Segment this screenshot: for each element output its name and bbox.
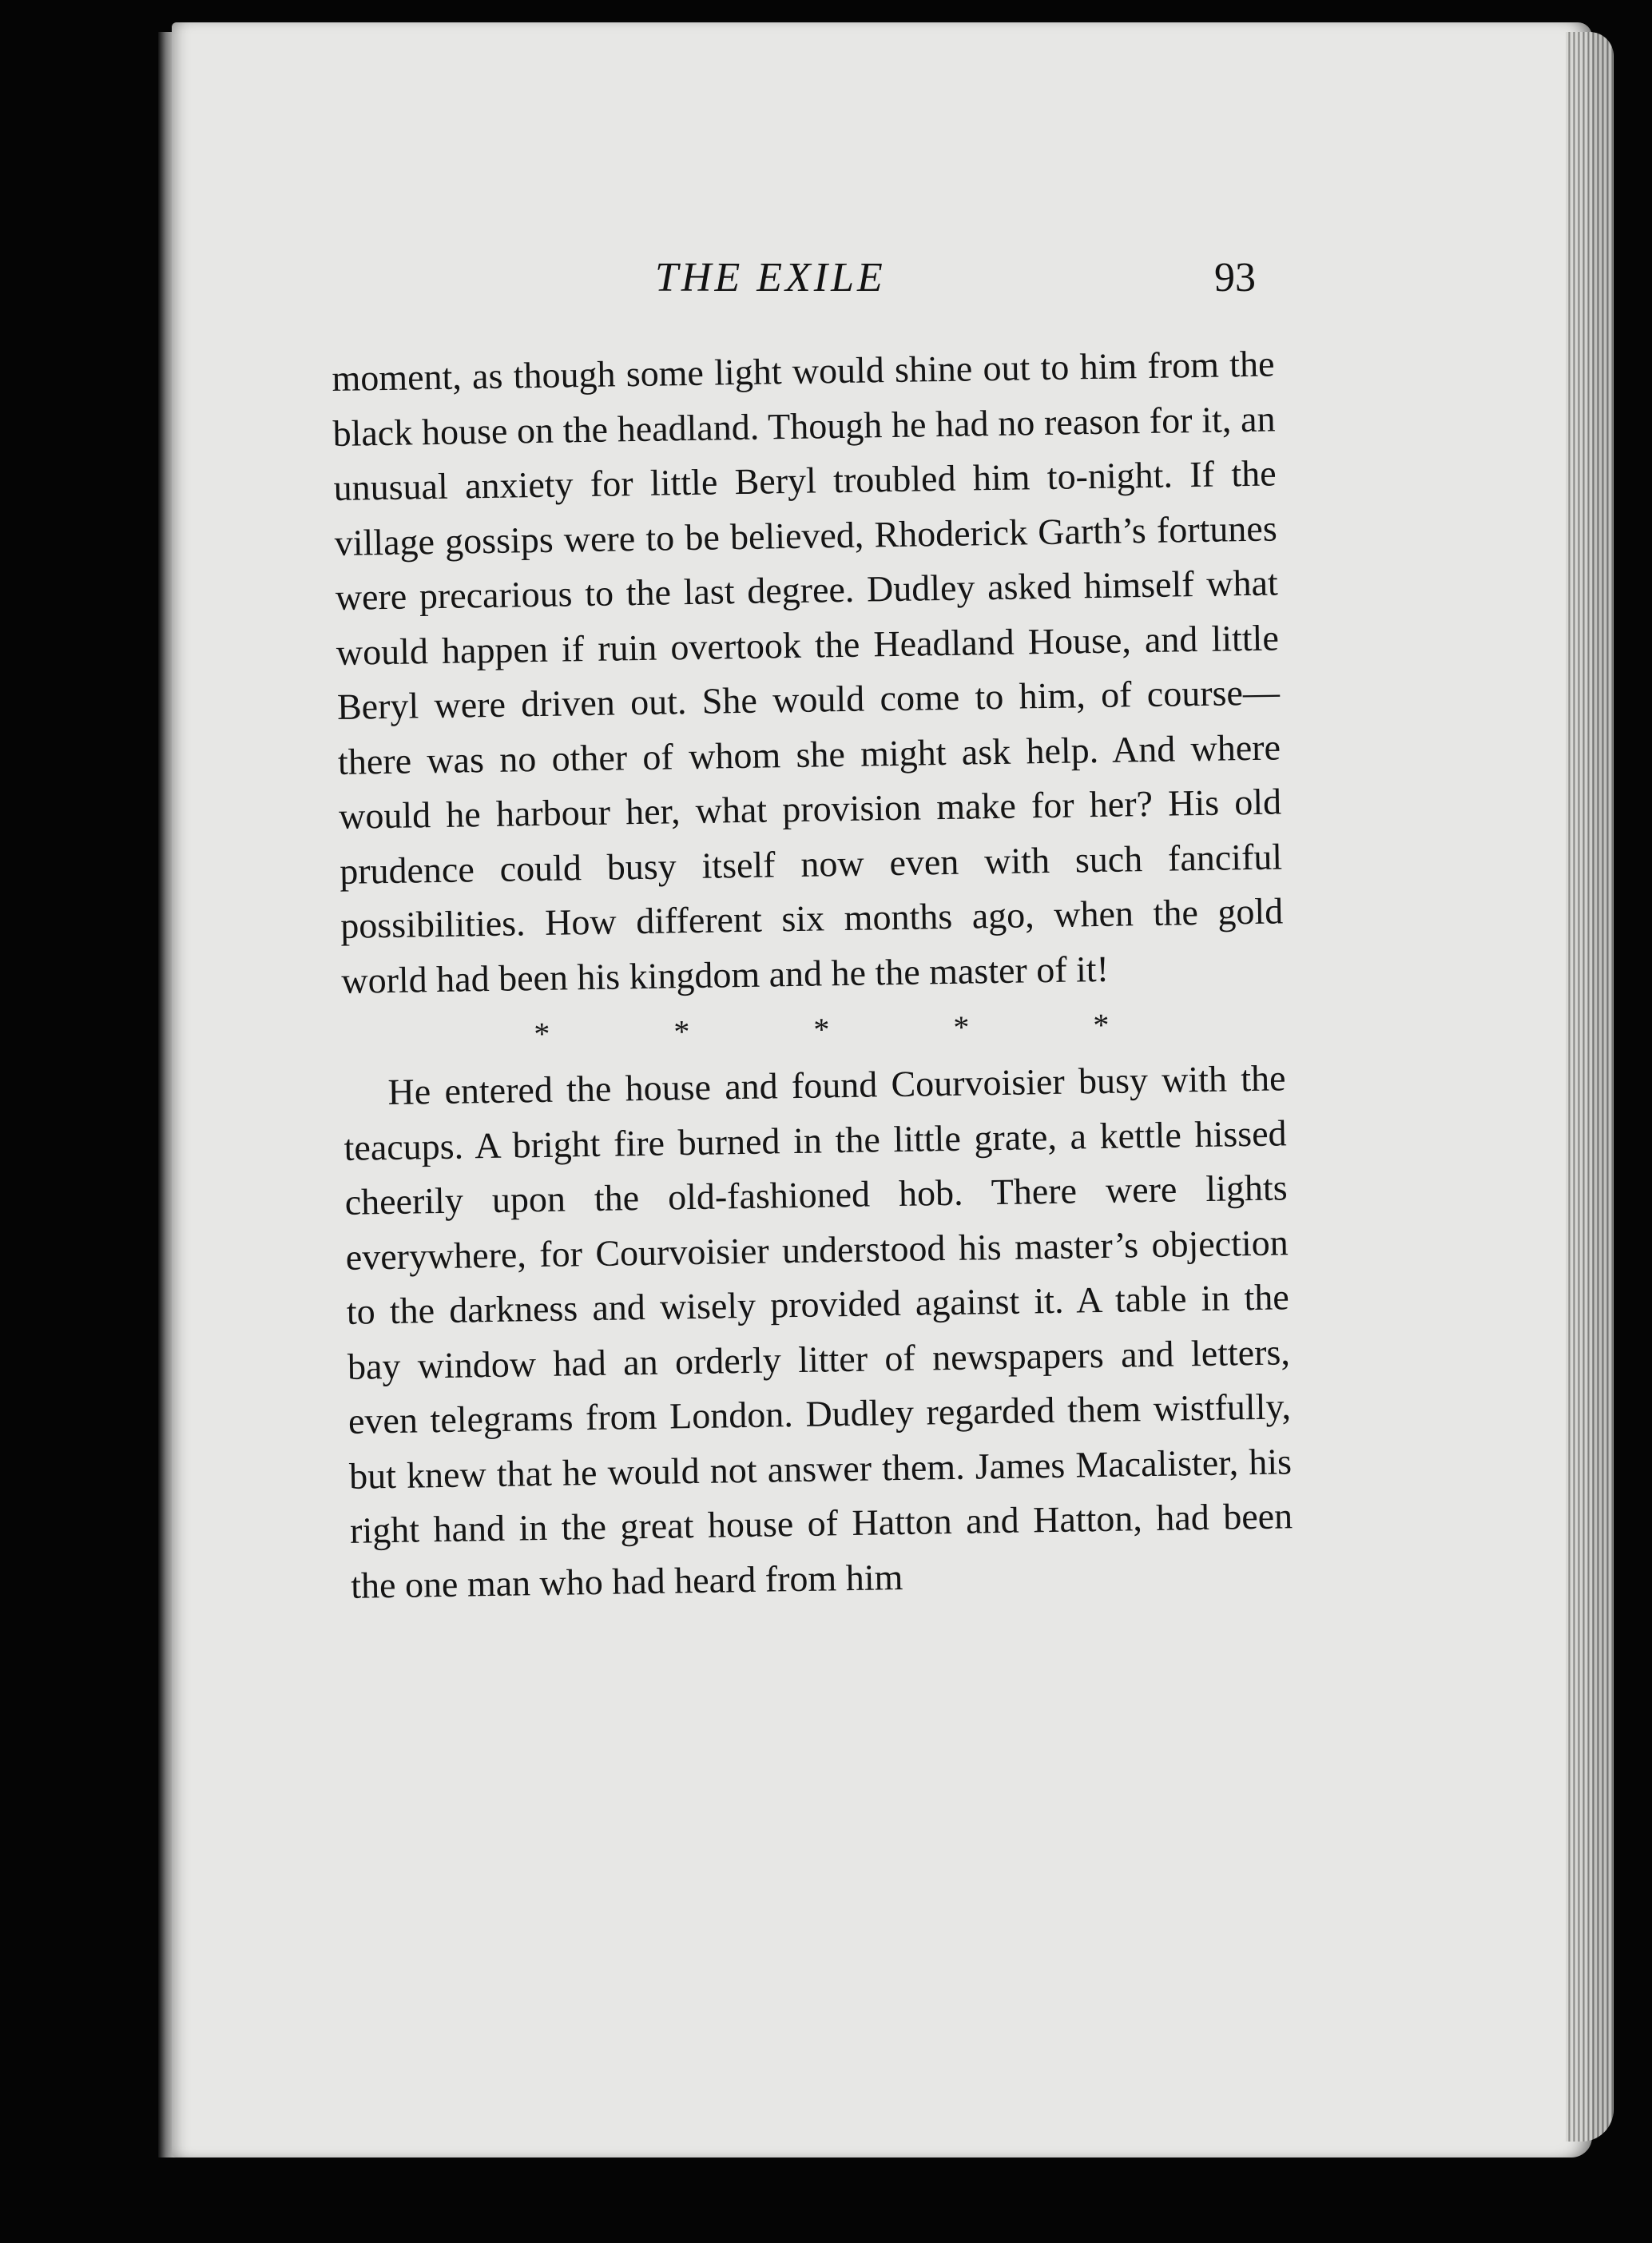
- page-edges: [1566, 32, 1614, 2142]
- section-break-star: *: [813, 1011, 830, 1048]
- section-break-star: *: [953, 1008, 970, 1045]
- page-header: [0, 254, 1652, 318]
- paragraph: moment, as though some light would shine out to him from the black house on the headland. Though he had no reason for it, an unusual anxiety for little Beryl troubled him to-night. If the village gossips were to be believed, Rhoderick Garth’s fortunes were precarious to the last degree. Dudley asked himself what would happen if ruin overtook the Headland House, and little Beryl were driven out. She would come to him, of course—there was no other of whom she might ask help. And where would he harbour her, what provision make for her? His old prudence could busy itself now even with such fanciful possibilities. How different six months ago, when the gold world had been his kingdom and he the master of it!: [332, 343, 1284, 1001]
- section-break-star: *: [1092, 1006, 1110, 1044]
- page-number: 93: [1214, 255, 1256, 300]
- running-title: THE EXILE: [655, 255, 886, 300]
- section-break: [534, 996, 1110, 1063]
- body-text: [332, 336, 1294, 1613]
- paragraph: He entered the house and found Courvoisier busy with the teacups. A bright fire burned in the little grate, a kettle hissed cheerily upon the old-fashioned hob. There were lights everywhere, for Courvoisier understood his master’s objection to the darkness and wisely provided against it. A table in the bay window had an orderly litter of newspapers and letters, even telegrams from London. Dudley regarded them wistfully, but knew that he would not answer them. James Macalister, his right hand in the great house of Hatton and Hatton, had been the one man who had heard from him: [344, 1057, 1293, 1606]
- section-break-star: *: [673, 1013, 690, 1050]
- section-break-star: *: [534, 1015, 550, 1052]
